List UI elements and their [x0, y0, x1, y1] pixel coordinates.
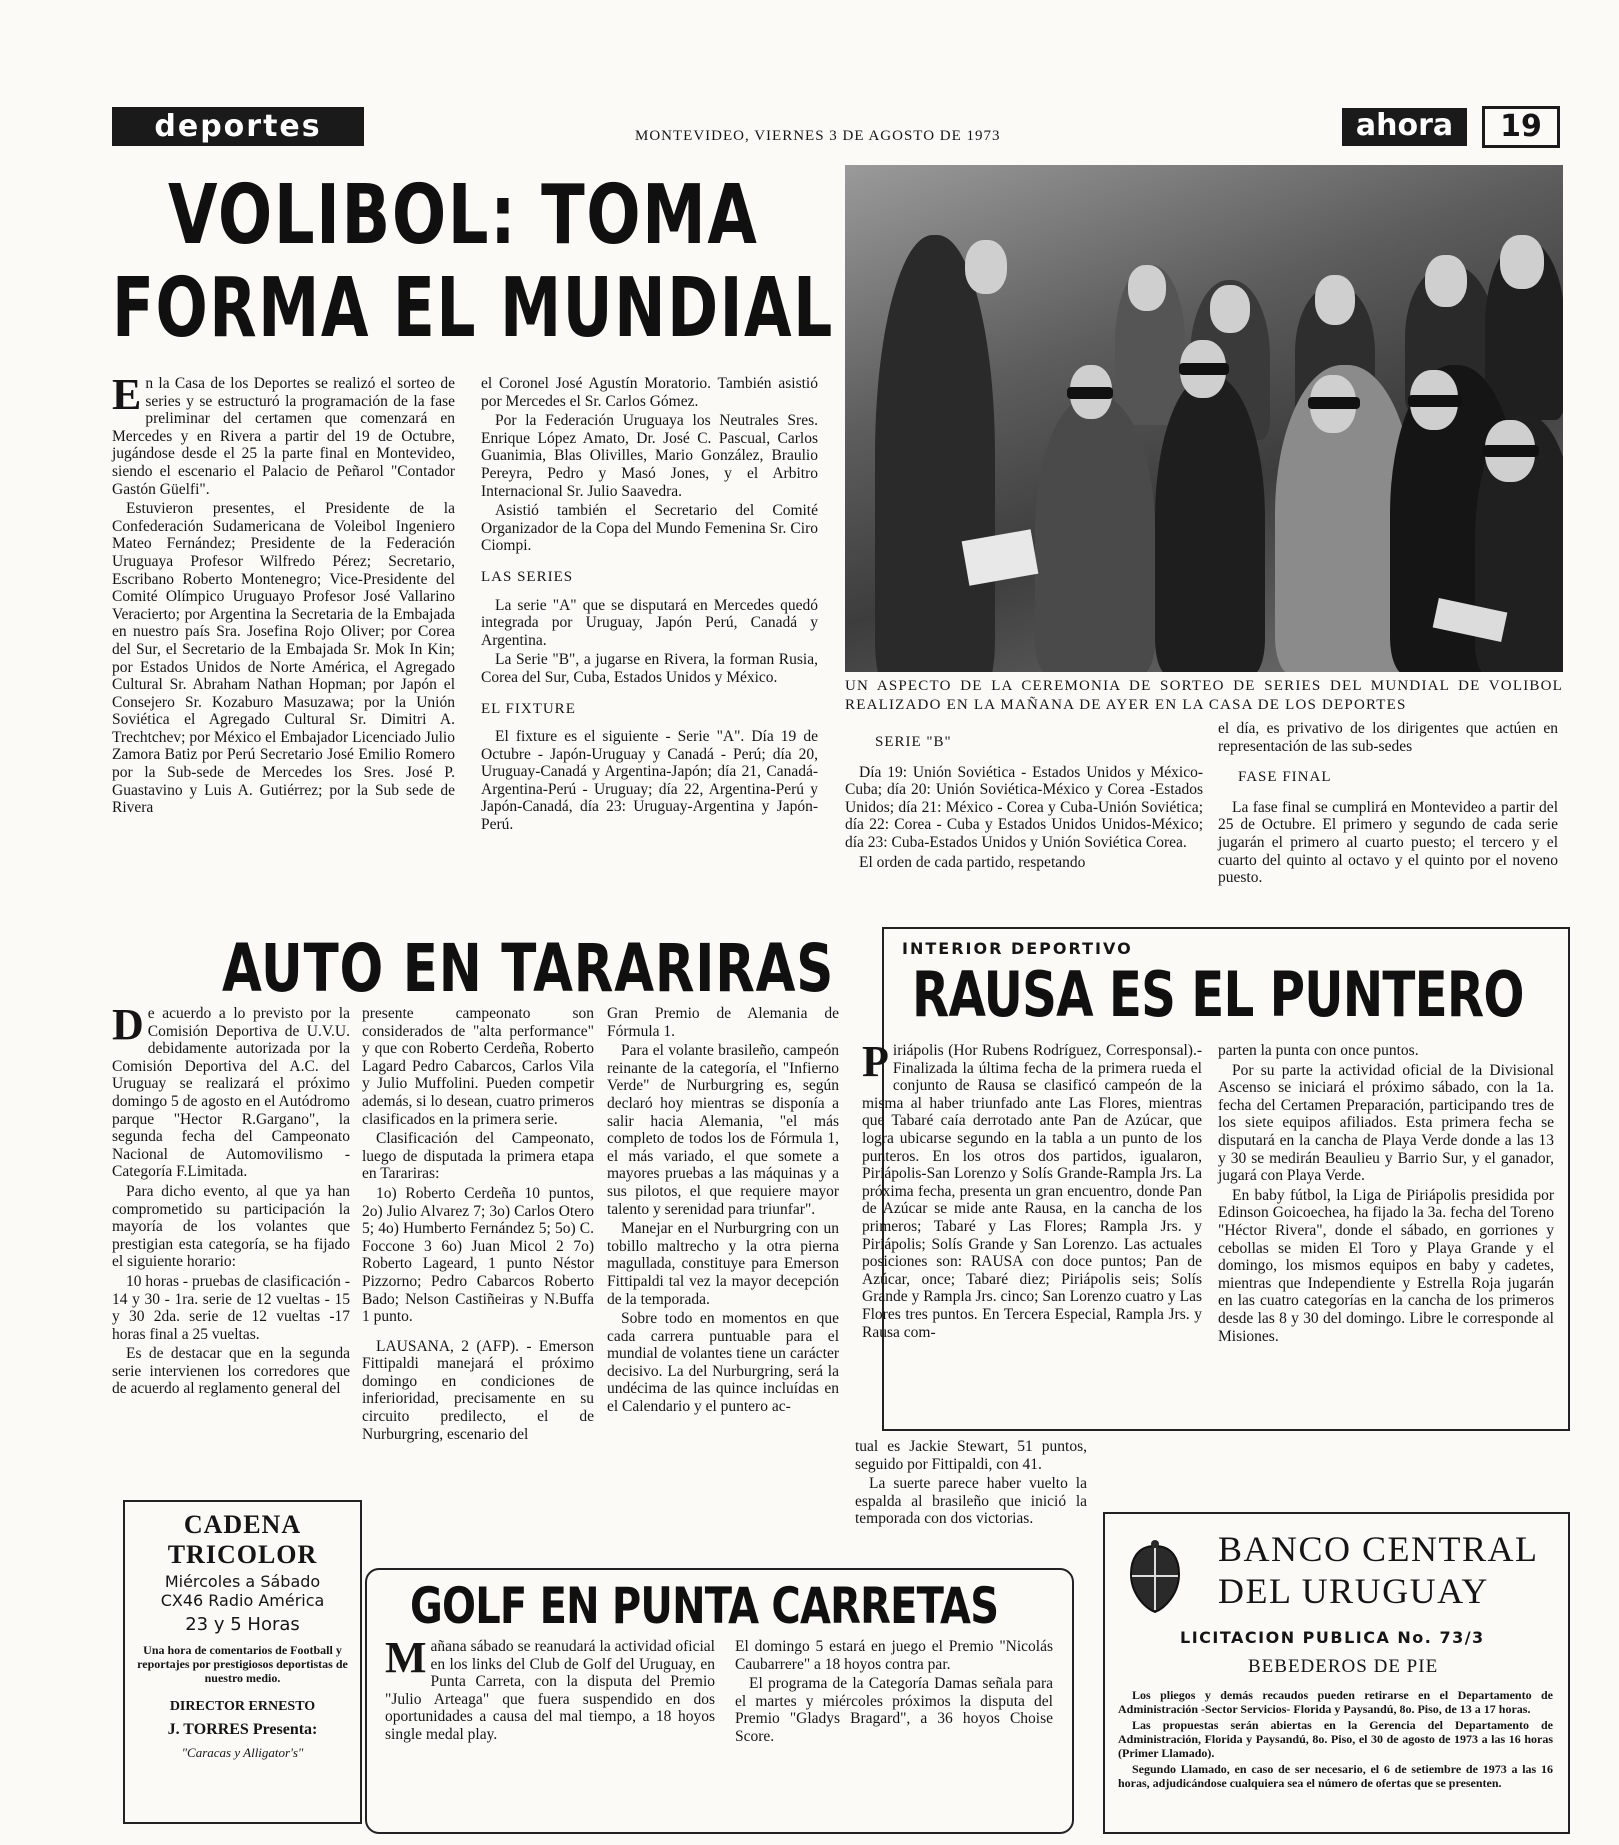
paragraph: parten la punta con once puntos. — [1218, 1042, 1419, 1059]
paragraph: El fixture es el siguiente - Serie "A". Día 19 de Octubre - Japón-Uruguay y Canadá - Perú; día 20, Uruguay-Canadá y Argentina-Japón; día 21, Canadá-Argentina-Perú - Uruguay; día 22, Argentina-Perú y Japón-Canadá, día 23: Uruguay-Argentina y Japón-Perú. — [481, 728, 818, 834]
banco-title-1: BANCO CENTRAL — [1218, 1529, 1539, 1569]
cadena-hours: 23 y 5 Horas — [185, 1614, 300, 1635]
auto-col4 — [855, 1438, 1087, 1530]
serie-b-subhead: SERIE "B" — [875, 734, 952, 750]
auto-col3 — [607, 1005, 839, 1418]
paragraph: Día 19: Unión Soviética - Estados Unidos y México-Cuba; día 20: Unión Soviética-México y Corea -Estados Unidos; día 21: México - Corea y Cuba-Unión Soviética; día 22: Corea - Cuba y Estados Unidos Unidos-México; día 23: Cuba-Estados Unidos y Unión Soviética Corea. — [845, 763, 1203, 851]
paragraph: Por su parte la actividad oficial de la Divisional Ascenso se iniciará el próximo sábado, con la 1a. fecha del Certamen Preparación, participando tres de los siete equipos afiliados. Esta primera fecha se disputará en la cancha de Playa Verde donde a las 13 y 30 se medirán Beaulieu y Barrio Sur, y el ganador, jugará con Playa Verde. — [1218, 1061, 1554, 1185]
licitacion-item: BEBEDEROS DE PIE — [1248, 1656, 1439, 1677]
paragraph: Sobre todo en momentos en que cada carrera puntuable para el mundial de volantes tiene un carácter decisivo. La del Nurburgring, será la undécima de las quince incluídas en el Calendario y el puntero ac- — [607, 1310, 839, 1416]
paragraph: La fase final se cumplirá en Montevideo a partir del 25 de Octubre. El primero y segundo de cada serie jugarán el primero al cuarto puesto; el tercero y el cuarto del quinto al octavo y el quinto por el noveno puesto. — [1218, 798, 1558, 887]
volibol-headline-line2: FORMA EL MUNDIAL — [112, 261, 834, 356]
paragraph: 1o) Roberto Cerdeña 10 puntos, 2o) Julio Alvarez 7; 3o) Carlos Otero 5; 4o) Humberto Fernández 5; 5o) C. Foccone 3 6o) Juan Micol 2 7o) Roberto Lageard, 1 punto Néstor Pizzorno; Pedro Cabarcos Roberto Bado; Nelson Castiñeiras y N.Buffa 1 punto. — [362, 1184, 594, 1326]
paragraph: Estuvieron presentes, el Presidente de la Confederación Sudamericana de Voleibol Ingeniero Mateo Fernández; Presidente de la Federación Uruguaya Profesor Wilfredo Pérez; Secretario, Escribano Roberto Montenegro; Vice-Presidente del Comité Olímpico Uruguayo Profesor José Vallarino Veracierto; por Argentina la Secretaria de la Embajada en nuestro país Sra. Josefina Rojo Oliver; por Corea del Sur, el Secretario de la Embajada Sr. Mok In Kin; por Estados Unidos de Norte América, el Agregado Cultural Sr. Abraham Nathan Hopman; por Japón el Consejero Sr. Kozaburo Masuzawa; por la Unión Soviética el Agregado Cultural Sr. Dimitri A. Trechtchev; por México el Embajador Licenciado Julio Zamora Batiz por Perú Secretario José Emilio Romero por la Sub-sede de Mercedes los Sres. José P. Guastavino y Luis A. Gutiérrez; por la Sub sede de Rivera — [112, 500, 455, 817]
rausa-headline: RAUSA ES EL PUNTERO — [912, 958, 1524, 1031]
paragraph: el día, es privativo de los dirigentes que actúen en representación de las sub-sedes — [1218, 720, 1558, 755]
paragraph: Para dicho evento, al que ya han comprometido su participación la mayoría de los volantes que prestigian esta categoría, se ha fijado el siguiente horario: — [112, 1182, 350, 1271]
paragraph: Por la Federación Uruguaya los Neutrales Sres. Enrique López Amato, Dr. José C. Pascual, Carlos Guanimia, Blas Olivilles, Mario González, Braulio Pereyra, Pedro y Masó Jones, y el Arbitro Internacional Sr. Julio Saavedra. — [481, 412, 818, 500]
cadena-blurb: Una hora de comentarios de Football y reportajes por prestigiosos deportistas de nuestro medio. — [137, 1643, 348, 1685]
section-name: deportes — [154, 109, 322, 144]
paragraph: Segundo Llamado, en caso de ser necesario, el 6 de setiembre de 1973 a las 16 horas, adjudicándose cualquiera sea el número de ofertas que se presenten. — [1118, 1762, 1553, 1790]
cadena-station: CX46 Radio América — [160, 1591, 325, 1610]
section-tag — [112, 107, 364, 146]
paragraph: La suerte parece haber vuelto la espalda al brasileño que inició la temporada con dos victorias. — [855, 1475, 1087, 1528]
banco-title-2: DEL URUGUAY — [1218, 1571, 1489, 1611]
dateline: MONTEVIDEO, VIERNES 3 DE AGOSTO DE 1973 — [635, 128, 1001, 144]
licitacion-title: LICITACION PUBLICA No. 73/3 — [1180, 1628, 1485, 1647]
auto-col2 — [362, 1005, 594, 1445]
drop-cap: P — [862, 1037, 889, 1086]
paragraph: El orden de cada partido, respetando — [859, 853, 1086, 871]
drop-cap: M — [385, 1633, 427, 1682]
series-subhead: LAS SERIES — [481, 568, 574, 585]
banco-body — [1118, 1688, 1553, 1792]
rausa-col1 — [862, 1037, 1202, 1343]
paragraph: tual es Jackie Stewart, 51 puntos, seguido por Fittipaldi, con 41. — [855, 1438, 1087, 1473]
paragraph: Clasificación del Campeonato, luego de disputada la primera etapa en Tarariras: — [362, 1130, 594, 1183]
paragraph: En baby fútbol, la Liga de Piriápolis presidida por Edinson Goicoechea, ha fijado la 3a. fecha del Toreno "Héctor Rivera", donde el sábado, en gorriones y cebollas se miden El Toro y Playa Grande y el domingo, los mismos equipos en baby y cadetes, mientras que Independiente y Estrella Roja jugarán en las cuatro categorías en la cancha de los primeros desde las 8 y 30 del domingo. Libre le corresponde al Misiones. — [1218, 1186, 1554, 1345]
volibol-col4 — [1218, 720, 1558, 889]
golf-col1 — [385, 1633, 715, 1746]
paragraph: iriápolis (Hor Rubens Rodríguez, Corresponsal).- Finalizada la última fecha de la primera rueda el conjunto de Rausa se clasificó campeón de la misma al haber triunfado ante Las Flores, mientras que Tabaré caía derrotado ante Pan de Azúcar, que logra ubicarse segundo en la tabla a un punto de los punteros. En los otros dos partidos, igualaron, Piriápolis-San Lorenzo y Solís Grande-Rampla Jrs. La próxima fecha, presenta un gran encuentro, donde Pan de Azúcar se mide ante Rausa, en la cancha de los primeros; Tabaré y Las Flores; Rampla Jrs. y Piriápolis; Solís Grande y San Lorenzo. Las actuales posiciones son: RAUSA con doce puntos; Pan de Azúcar, once; Tabaré diez; Piriápolis seis; Solís Grande y Rampla Jrs. cinco; San Lorenzo cuatro y Las Flores tres puntos. En Tercera Especial, Rampla Jrs. y Rausa com- — [862, 1042, 1202, 1341]
fixture-subhead: EL FIXTURE — [481, 700, 576, 717]
paragraph: Las propuestas serán abiertas en la Gerencia del Departamento de Administración, Florida y Paysandú, 8o. Piso, el 30 de agosto de 1973 a las 16 horas (Primer Llamado). — [1118, 1718, 1553, 1760]
cadena-days: Miércoles a Sábado — [164, 1572, 321, 1591]
cadena-title-2: TRICOLOR — [167, 1540, 318, 1569]
paragraph: presente campeonato son considerados de "alta performance" y que con Roberto Cerdeña, Roberto Lagard Pedro Cabarcos, Carlos Vila y Julio Muffolini. Pueden competir además, si lo desean, cuatro primeros clasificados en la primera serie. — [362, 1005, 594, 1128]
volibol-col2 — [481, 375, 818, 836]
rausa-col2 — [1218, 1042, 1554, 1347]
drop-cap: E — [112, 370, 142, 419]
volibol-col3 — [845, 730, 1203, 873]
paragraph: añana sábado se reanudará la actividad oficial en los links del Club de Golf del Uruguay, en Punta Carreta, con la disputa del Premio "Julio Arteaga" que fuera suspendido en dos oportunidades a causa del mal tiempo, a 18 hoyos single medal play. — [385, 1638, 715, 1743]
cadena-director-2: J. TORRES Presenta: — [167, 1721, 318, 1738]
paragraph: Es de destacar que en la segunda serie intervienen los corredores que de acuerdo al reglamento general del — [112, 1345, 350, 1398]
paragraph: El programa de la Categoría Damas señala para el martes y miércoles próximos la disputa del Premio "Gladys Bragard", a 36 hoyos Choise Score. — [735, 1675, 1053, 1745]
paragraph: 10 horas - pruebas de clasificación - 14 y 30 - 1ra. serie de 12 vueltas - 15 y 30 2da. serie de 12 vueltas -17 horas final a 25 vueltas. — [112, 1272, 350, 1343]
ceremony-photo — [845, 165, 1563, 672]
cadena-director-1: DIRECTOR ERNESTO — [169, 1699, 316, 1714]
paragraph: el Coronel José Agustín Moratorio. También asistió por Mercedes el Sr. Carlos Gómez. — [481, 375, 818, 410]
paragraph: La serie "A" que se disputará en Mercedes quedó integrada por Uruguay, Japón Perú, Canadá y Argentina. — [481, 596, 818, 649]
paragraph: Los pliegos y demás recaudos pueden retirarse en el Departamento de Administración -Sector Servicios- Florida y Paysandú, 8o. Piso, de 13 a 17 horas. — [1118, 1688, 1553, 1716]
auto-col1 — [112, 1000, 350, 1400]
paragraph: La Serie "B", a jugarse en Rivera, la forman Rusia, Corea del Sur, Cuba, Estados Unidos y México. — [481, 651, 818, 686]
brand-logo — [1342, 108, 1467, 146]
golf-col2 — [735, 1638, 1053, 1748]
paragraph: El domingo 5 estará en juego el Premio "Nicolás Caubarrere" a 18 hoyos contra par. — [735, 1638, 1053, 1673]
rausa-kicker: INTERIOR DEPORTIVO — [902, 939, 1133, 958]
golf-headline: GOLF EN PUNTA CARRETAS — [410, 1577, 999, 1635]
cadena-show: "Caracas y Alligator's" — [181, 1745, 304, 1760]
cadena-title-1: CADENA — [183, 1510, 302, 1539]
coat-of-arms-icon — [1125, 1540, 1185, 1616]
paragraph: Para el volante brasileño, campeón reinante de la categoría, el "Infierno Verde" de Nurburgring es, según declaró hoy mientras se disponía a salir hacia Alemania, "el más completo de todos los de Fórmula 1, el más variado, el que somete a mayores pruebas a las máquinas y a sus pilotos, el que requiere mayor talento y serenidad para triunfar". — [607, 1042, 839, 1218]
paragraph: n la Casa de los Deportes se realizó el sorteo de series y se estructuró la programación de la fase preliminar del certamen que comenzará en Mercedes y en Rivera a partir del 19 de Octubre, jugándose desde el 25 la parte final en Montevideo, siendo el escenario el Palacio de Peñarol "Contador Gastón Güelfi". — [112, 375, 455, 498]
fase-final-subhead: FASE FINAL — [1238, 769, 1332, 786]
paragraph: Manejar en el Nurburgring con un tobillo maltrecho y la otra pierna magullada, constituye para Emerson Fittipaldi tal vez la mayor decepción de la temporada. — [607, 1220, 839, 1308]
drop-cap: D — [112, 1000, 144, 1049]
paragraph: e acuerdo a lo previsto por la Comisión Deportiva de U.V.U. debidamente autorizada por la Comisión Deportiva del A.C. del Uruguay se realizará el próximo domingo 5 de agosto en el Autódromo parque "Hector R.Gargano", la segunda fecha del Campeonato Nacional de Automovilismo -Categoría F.Limitada. — [112, 1005, 350, 1181]
auto-headline: AUTO EN TARARIRAS — [222, 930, 835, 1007]
volibol-headline-line1: VOLIBOL: TOMA — [168, 168, 759, 263]
page-number: 19 — [1482, 106, 1560, 148]
volibol-col1 — [112, 370, 455, 819]
paragraph: Asistió también el Secretario del Comité Organizador de la Copa del Mundo Femenina Sr. Ciro Ciompi. — [481, 502, 818, 555]
cadena-tricolor-ad — [123, 1500, 362, 1824]
brand-name: ahora — [1355, 108, 1454, 143]
paragraph: LAUSANA, 2 (AFP). - Emerson Fittipaldi manejará el próximo domingo en condiciones de inferioridad, precisamente en su circuito predilecto, el de Nurburgring, escenario del — [362, 1337, 594, 1443]
photo-caption: UN ASPECTO DE LA CEREMONIA DE SORTEO DE SERIES DEL MUNDIAL DE VOLIBOL REALIZADO EN LA MAÑANA DE AYER EN LA CASA DE LOS DEPORTES — [845, 678, 1563, 713]
paragraph: Gran Premio de Alemania de Fórmula 1. — [607, 1005, 839, 1040]
